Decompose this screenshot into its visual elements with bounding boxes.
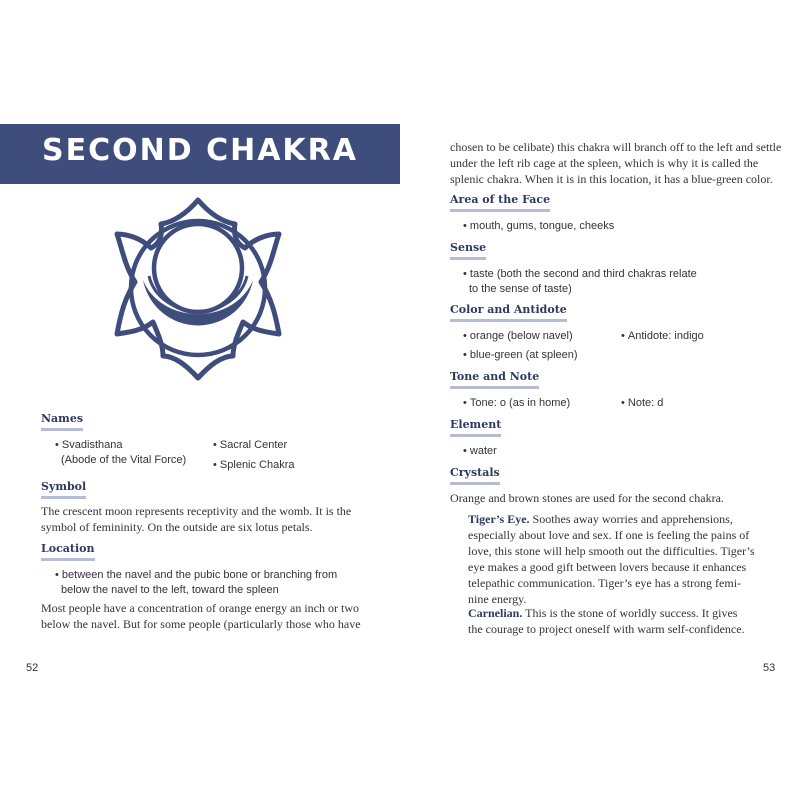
sense-item-line2: to the sense of taste) bbox=[469, 283, 572, 295]
area-of-face-item: • mouth, gums, tongue, cheeks bbox=[463, 220, 615, 232]
title-banner bbox=[0, 124, 400, 184]
location-para-line1: Most people have a concentration of orange energy an inch or two bbox=[41, 601, 359, 615]
color-antidote-heading: Color and Antidote bbox=[450, 303, 567, 322]
sense-item-line1: • taste (both the second and third chakras relate bbox=[463, 268, 697, 280]
carnelian-line1: Carnelian. This is the stone of worldly success. It gives bbox=[468, 606, 738, 620]
antidote-item: • Antidote: indigo bbox=[621, 330, 704, 342]
names-item-svadisthana: • Svadisthana bbox=[55, 439, 123, 451]
location-heading: Location bbox=[41, 542, 95, 561]
crystals-intro: Orange and brown stones are used for the second chakra. bbox=[450, 491, 724, 505]
note-item: • Note: d bbox=[621, 397, 664, 409]
tigers-eye-line3: love, this stone will help smooth out the difficulties. Tiger’s bbox=[468, 544, 755, 558]
names-item-splenic: • Splenic Chakra bbox=[213, 459, 295, 471]
intro-line1: chosen to be celibate) this chakra will branch off to the left and settle bbox=[450, 140, 782, 154]
area-of-face-heading: Area of the Face bbox=[450, 193, 550, 212]
tone-item: • Tone: o (as in home) bbox=[463, 397, 571, 409]
lotus-crescent-moon-icon bbox=[113, 196, 283, 382]
names-item-sacral: • Sacral Center bbox=[213, 439, 288, 451]
carnelian-name: Carnelian. bbox=[468, 606, 523, 620]
tigers-eye-line6: nine energy. bbox=[468, 592, 527, 606]
color-item-orange: • orange (below navel) bbox=[463, 330, 573, 342]
color-item-blue-green: • blue-green (at spleen) bbox=[463, 349, 578, 361]
location-bullet-line2: below the navel to the left, toward the spleen bbox=[61, 584, 279, 596]
right-page bbox=[400, 0, 800, 800]
tigers-eye-line2: especially about love and sex. If one is feeling the pains of bbox=[468, 528, 750, 542]
tigers-eye-line1: Tiger’s Eye. Soothes away worries and apprehensions, bbox=[468, 512, 733, 526]
page-number-right: 53 bbox=[763, 662, 776, 674]
element-heading: Element bbox=[450, 418, 501, 437]
symbol-text-line2: symbol of femininity. On the outside are six lotus petals. bbox=[41, 520, 313, 534]
page-title: SECOND CHAKRA bbox=[42, 133, 358, 168]
symbol-heading: Symbol bbox=[41, 480, 86, 499]
intro-line2: under the left rib cage at the spleen, which is why it is called the bbox=[450, 156, 759, 170]
intro-line3: splenic chakra. When it is in this location, it has a blue-green color. bbox=[450, 172, 773, 186]
location-bullet-line1: • between the navel and the pubic bone or branching from bbox=[55, 569, 338, 581]
tigers-eye-line4: eye makes a good gift between lovers because it enhances bbox=[468, 560, 747, 574]
tigers-eye-name: Tiger’s Eye. bbox=[468, 512, 530, 526]
tigers-eye-line5: telepathic communication. Tiger’s eye has a strong femi- bbox=[468, 576, 742, 590]
location-para-line2: below the navel. But for some people (particularly those who have bbox=[41, 617, 361, 631]
carnelian-line2: the courage to project oneself with warm self-confidence. bbox=[468, 622, 745, 636]
crystals-heading: Crystals bbox=[450, 466, 500, 485]
page-number-left: 52 bbox=[26, 662, 39, 674]
symbol-text-line1: The crescent moon represents receptivity and the womb. It is the bbox=[41, 504, 352, 518]
names-item-svadisthana-meaning: (Abode of the Vital Force) bbox=[61, 454, 187, 466]
sense-heading: Sense bbox=[450, 241, 486, 260]
tone-note-heading: Tone and Note bbox=[450, 370, 539, 389]
names-heading: Names bbox=[41, 412, 83, 431]
element-item: • water bbox=[463, 445, 497, 457]
